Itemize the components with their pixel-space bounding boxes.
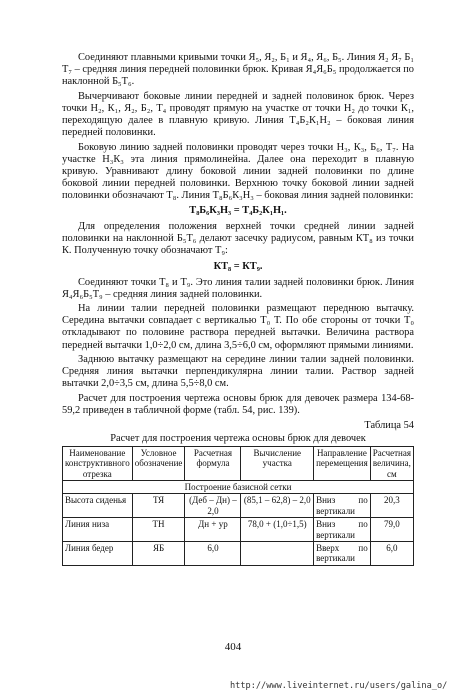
table-header-row xyxy=(63,446,414,480)
table-cell: 6,0 xyxy=(370,542,413,566)
table-cell: Вниз по вертикали xyxy=(314,518,371,542)
table-cell: Высота сиденья xyxy=(63,494,133,518)
table-cell: Линия бедер xyxy=(63,542,133,566)
table-row xyxy=(63,518,414,542)
table-header-cell: Направление перемещения xyxy=(314,446,371,480)
table-cell xyxy=(241,542,314,566)
table-header-cell: Вычисление участка xyxy=(241,446,314,480)
paragraph: Заднюю вытачку размещают на середине линии талии задней половинки. Средняя линия вытачки перпендикулярна линии талии. Раствор задней вытачки 2,0÷3,5 см, длина 5,5÷8,0 см. xyxy=(62,354,414,390)
table-header-cell: Расчетная формула xyxy=(185,446,241,480)
paragraph: На линии талии передней половинки размещают переднюю вытачку. Середина вытачки совпадает с вертикалью Т₀ Т. По обе стороны от точки Т₀ откладывают по половине раствора передней вытачки. Величина раствора передней вытачки 1,0÷2,0 см, длина 3,5÷6,0 см, оформляют прямыми линиями. xyxy=(62,303,414,351)
table-section-row xyxy=(63,481,414,494)
formula: Т₈Б₆К₃Н₃ = Т₄Б₂К₁Н₁. xyxy=(189,205,287,217)
table-title: Расчет для построения чертежа основы брюк для девочек xyxy=(110,432,366,444)
table-cell: 78,0 + (1,0÷1,5) xyxy=(241,518,314,542)
paragraph: Для определения положения верхней точки средней линии задней половинки на наклонной Б₅Т₆ делают засечку радиусом, равным КТ₈ из точки К. Полученную точку обозначают Т₉: xyxy=(62,221,414,257)
table-header-cell: Расчетная величина, см xyxy=(370,446,413,480)
table-cell: ЯБ xyxy=(132,542,185,566)
table-header-cell: Наименование конструктивного отрезка xyxy=(63,446,133,480)
table-cell: 20,3 xyxy=(370,494,413,518)
watermark-url: http://www.liveinternet.ru/users/galina_o/ xyxy=(230,681,448,691)
page-text xyxy=(62,52,414,566)
table-section-label: Построение базисной сетки xyxy=(63,481,414,494)
formula: КТ₈ = КТ₉. xyxy=(213,260,263,272)
table-header-cell: Условное обозначение xyxy=(132,446,185,480)
table-cell: Вверх по вертикали xyxy=(314,542,371,566)
table-cell: ТН xyxy=(132,518,185,542)
paragraph: Боковую линию задней половинки проводят через точки Н₃, К₃, Б₆, Т₇. На участке Н₃К₃ эта линия прямолинейна. Далее она переходит в плавную кривую. Уравнивают длину боковой линии задней половинки по длине боковой линии передней половинки. Верхнюю точку боковой линии задней половинки обозначают Т₈. Линия Т₈Б₆К₃Н₃ – боковая линия задней половинки: xyxy=(62,141,414,202)
paragraph: Соединяют плавными кривыми точки Я₅, Я₂, Б₁ и Я₄, Я₆, Б₅. Линия Я₂ Я₇ Б₁ Т₇ – средняя линия передней половинки брюк. Кривая Я₄Я₆Б₅ продолжается по наклонной Б₅Т₆. xyxy=(62,52,414,88)
page-number: 404 xyxy=(224,641,242,653)
paragraph: Соединяют точки Т₈ и Т₉. Это линия талии задней половинки брюк. Линия Я₄Я₆Б₅Т₉ – средняя линия задней половинки. xyxy=(62,276,414,300)
paragraph: Вычерчивают боковые линии передней и задней половинок брюк. Через точки Н₂, К₁, Я₂, Б₂, Т₄ проводят прямую на участке от точки Н₂ до точки К₁, переходящую далее в плавную кривую. Линия Т₄Б₂К₁Н₂ – боковая линия передней половинки. xyxy=(62,90,414,139)
table-cell: ТЯ xyxy=(132,494,185,518)
table-number: Таблица 54 xyxy=(364,419,414,431)
table-cell: 79,0 xyxy=(370,518,413,542)
calculation-table xyxy=(62,446,414,566)
table-cell: (85,1 – 62,8) – 2,0 xyxy=(241,494,314,518)
table-cell: Линия низа xyxy=(63,518,133,542)
table-row xyxy=(63,494,414,518)
table-row xyxy=(63,542,414,566)
paragraph: Расчет для построения чертежа основы брюк для девочек размера 134-68-59,2 приведен в табличной форме (табл. 54, рис. 139). xyxy=(62,392,414,417)
table-cell: 6,0 xyxy=(185,542,241,566)
table-cell: Вниз по вертикали xyxy=(314,494,371,518)
table-cell: Дн + ур xyxy=(185,518,241,542)
table-cell: (Деб – Дн) – 2,0 xyxy=(185,494,241,518)
